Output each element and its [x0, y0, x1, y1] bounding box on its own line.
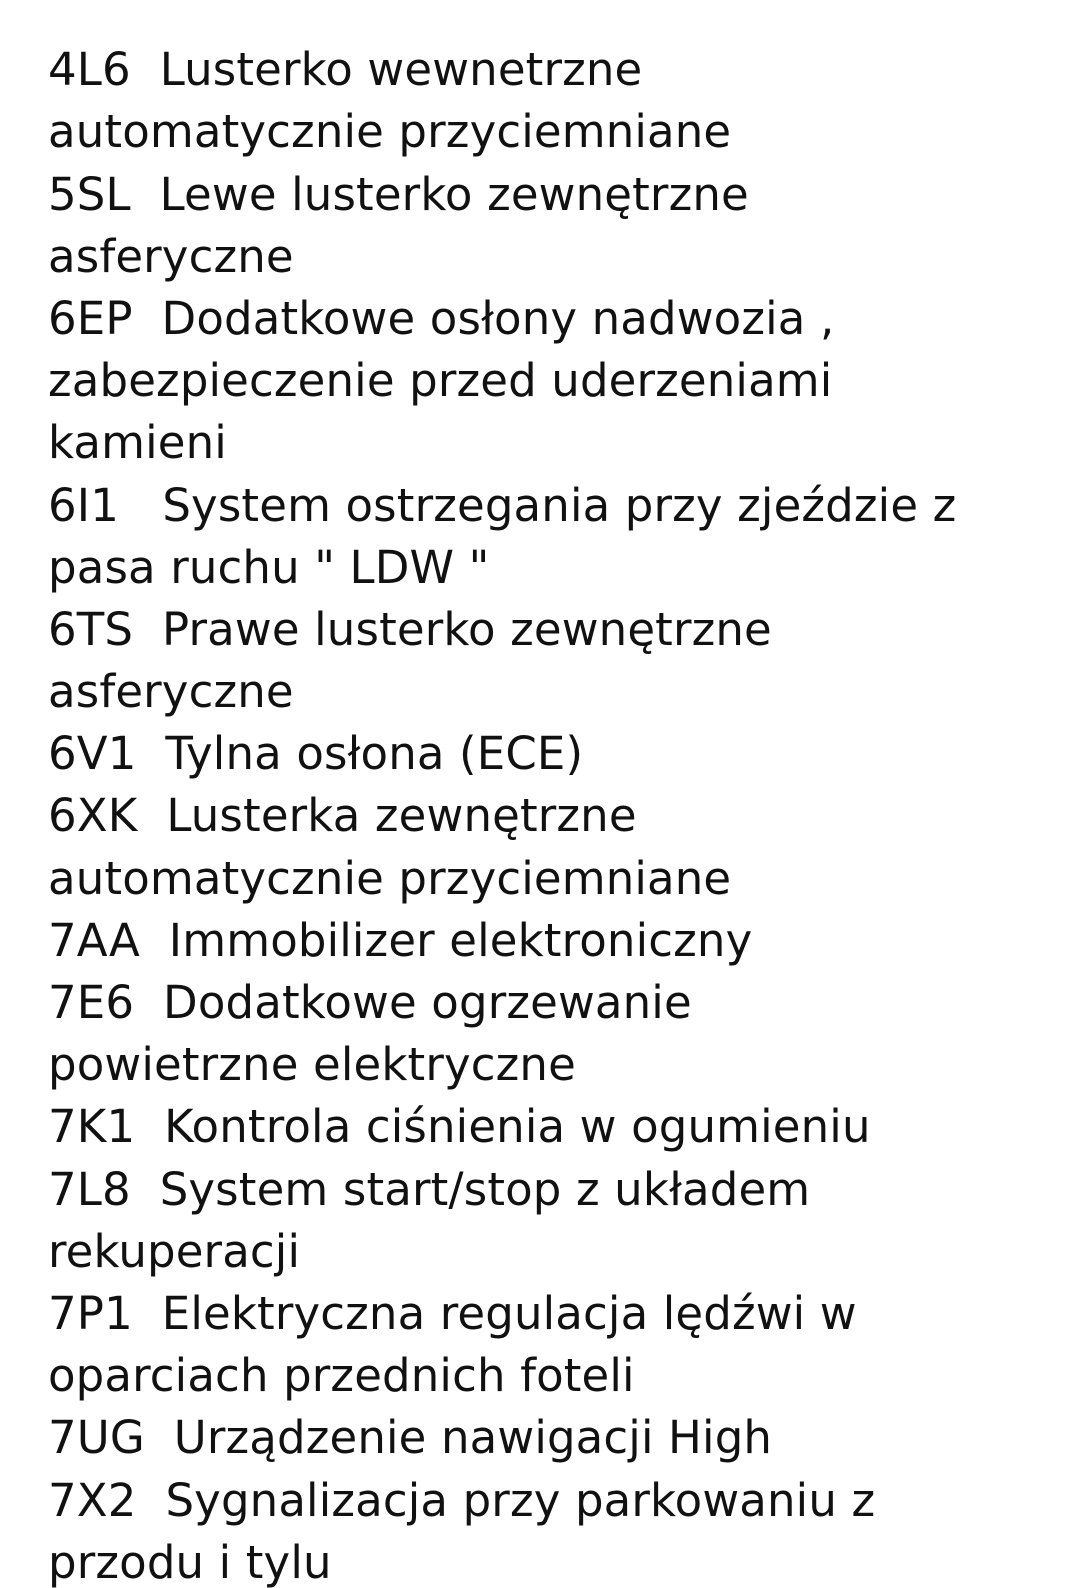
text-line: kamieni — [48, 416, 227, 470]
text-line — [48, 0, 1058, 39]
text-line: 7X2 Sygnalizacja przy parkowaniu z — [48, 1473, 876, 1527]
text-line: asferyczne — [48, 229, 294, 283]
text-line: 6TS Prawe lusterko zewnętrzne — [48, 602, 772, 656]
text-line: 7AA Immobilizer elektroniczny — [48, 913, 753, 967]
text-line: 6V1 Tylna osłona (ECE) — [48, 727, 584, 781]
text-line: pasa ruchu " LDW " — [48, 540, 490, 594]
text-line: 7UG Urządzenie nawigacji High — [48, 1411, 773, 1465]
text-line: automatycznie przyciemniane — [48, 105, 732, 159]
equipment-list — [48, 0, 1058, 1588]
text-line: 6I1 System ostrzegania przy zjeździe z — [48, 478, 957, 532]
text-line: 7P1 Elektryczna regulacja lędźwi w — [48, 1286, 857, 1340]
text-line: 7K1 Kontrola ciśnienia w ogumieniu — [48, 1100, 871, 1154]
text-line: 6XK Lusterka zewnętrzne — [48, 789, 637, 843]
text-line: 7L8 System start/stop z układem — [48, 1162, 811, 1216]
text-line: zabezpieczenie przed uderzeniami — [48, 354, 833, 408]
text-line: 7E6 Dodatkowe ogrzewanie — [48, 976, 692, 1029]
text-line: 6EP Dodatkowe osłony nadwozia , — [48, 291, 835, 345]
text-line: asferyczne — [48, 665, 294, 719]
text-line: powietrzne elektryczne — [48, 1038, 576, 1092]
text-line: 4L6 Lusterko wewnetrzne — [48, 43, 643, 97]
text-line: oparciach przednich foteli — [48, 1349, 635, 1403]
text-line: automatycznie przyciemniane — [48, 851, 732, 905]
text-line: 5SL Lewe lusterko zewnętrzne — [48, 167, 749, 221]
text-line: przodu i tylu — [48, 1535, 332, 1588]
text-line: rekuperacji — [48, 1224, 301, 1278]
